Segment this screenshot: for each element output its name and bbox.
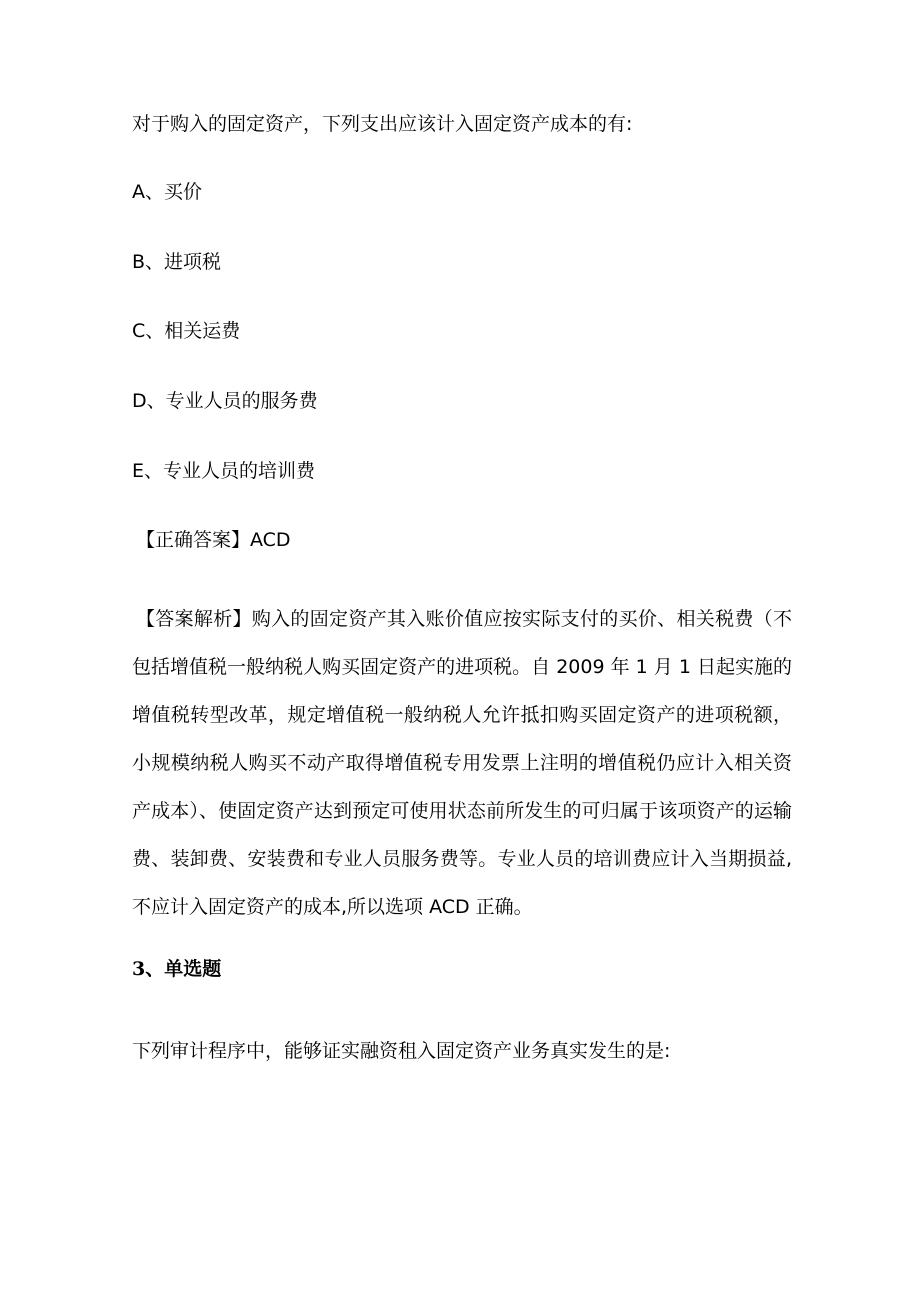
question-stem-2: 下列审计程序中，能够证实融资租入固定资产业务真实发生的是: [132,1040,671,1062]
question-stem: 对于购入的固定资产，下列支出应该计入固定资产成本的有: [132,113,633,135]
section-heading: 3、单选题 [132,958,222,980]
correct-answer: 【正确答案】ACD [136,529,291,551]
option-b: B、进项税 [132,251,222,273]
option-d: D、专业人员的服务费 [132,390,318,412]
option-e: E、专业人员的培训费 [132,460,316,482]
answer-analysis: 【答案解析】购入的固定资产其入账价值应按实际支付的买价、相关税费（不包括增值税一般纳税人购买固定资产的进项税。自 2009 年 1 月 1 日起实施的增值税转型改革，规定增值税一般纳税人允许抵扣购买固定资产的进项税额，小规模纳税人购买不动产取得增值税专用发票上注明的增值税仍应计入相关资产成本）、使固定资产达到预定可使用状态前所发生的可归属于该项资产的运输费、装卸费、安装费和专业人员服务费等。专业人员的培训费应计入当期损益,不应计入固定资产的成本,所以选项 ACD 正确。 [132,608,792,918]
option-c: C、相关运费 [132,320,241,342]
option-a: A、买价 [132,181,202,203]
